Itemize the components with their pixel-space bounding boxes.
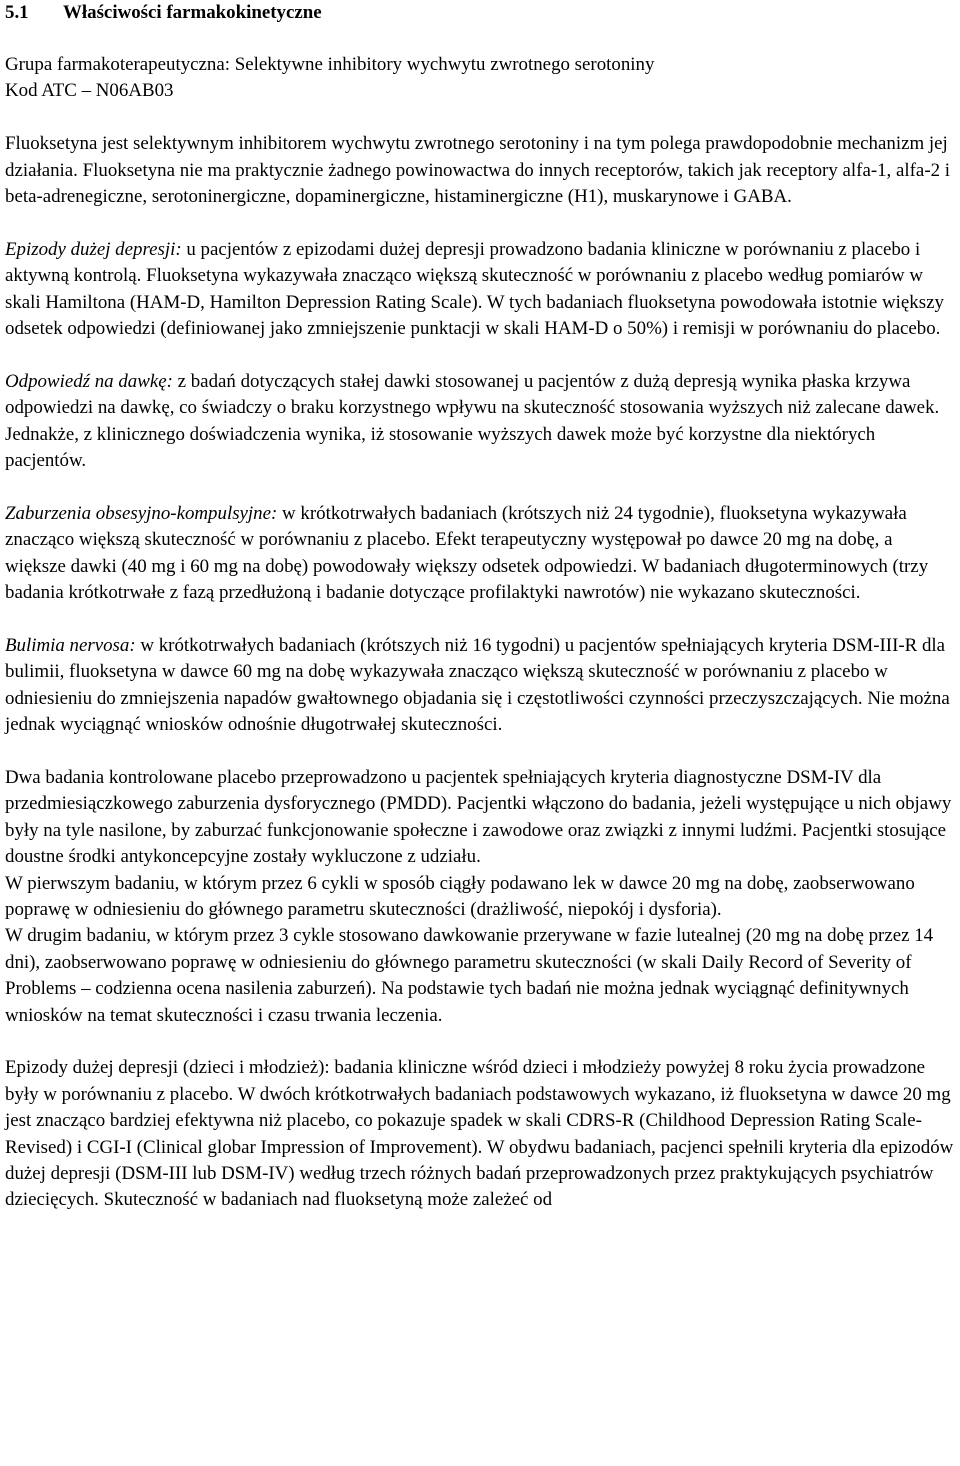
- paragraph-pmdd-first-study: W pierwszym badaniu, w którym przez 6 cykli w sposób ciągły podawano lek w dawce 20 mg na dobę, zaobserwowano poprawę w odniesieniu do głównego parametru skuteczności (drażliwość, niepokój i dysforia).: [5, 872, 915, 920]
- paragraph-bulimia: [5, 633, 954, 739]
- section-title: Właściwości farmakokinetyczne: [63, 2, 322, 23]
- section-heading: [5, 0, 954, 26]
- label-ocd: Zaburzenia obsesyjno-kompulsyjne:: [5, 502, 278, 524]
- section-number: 5.1: [5, 2, 29, 23]
- text-major-depression: u pacjentów z epizodami dużej depresji prowadzono badania kliniczne w porównaniu z placebo i aktywną kontrolą. Fluoksetyna wykazywała znacząco większą skuteczność w porównaniu z placebo według pomiarów w skali Hamiltona (HAM-D, Hamilton Depression Rating Scale). W tych badaniach fluoksetyna powodowała istotnie większy odsetek odpowiedzi (definiowanej jako zmniejszenie punktacji w skali HAM-D o 50%) i remisji w porównaniu do placebo.: [5, 238, 944, 340]
- paragraph-dose-response: [5, 369, 954, 475]
- paragraph-pmdd-second-study: W drugim badaniu, w którym przez 3 cykle stosowano dawkowanie przerywane w fazie lutealnej (20 mg na dobę przez 14 dni), zaobserwowano poprawę w odniesieniu do głównego parametru skuteczności (w skali Daily Record of Severity of Problems – codzienna ocena nasilenia zaburzeń). Na podstawie tych badań nie można jednak wyciągnąć definitywnych wniosków na temat skuteczności i czasu trwania leczenia.: [5, 925, 934, 1026]
- atc-code: Kod ATC – N06AB03: [5, 80, 174, 102]
- label-bulimia: Bulimia nervosa:: [5, 634, 136, 656]
- paragraph-mechanism: Fluoksetyna jest selektywnym inhibitorem wychwytu zwrotnego serotoniny i na tym polega prawdopodobnie mechanizm jej działania. Fluoksetyna nie ma praktycznie żadnego powinowactwa do innych receptorów, takich jak receptory alfa-1, alfa-2 i beta-adrenegiczne, serotoninergiczne, dopaminergiczne, histaminergiczne (H1), muskarynowe i GABA.: [5, 133, 951, 208]
- text-dose-response: z badań dotyczących stałej dawki stosowanej u pacjentów z dużą depresją wynika płaska krzywa odpowiedzi na dawkę, co świadczy o braku korzystnego wpływu na skuteczność stosowania wyższych niż zalecane dawek. Jednakże, z klinicznego doświadczenia wynika, iż stosowanie wyższych dawek może być korzystne dla niektórych pacjentów.: [5, 370, 940, 472]
- text-ocd: w krótkotrwałych badaniach (krótszych niż 24 tygodnie), fluoksetyna wykazywała znacząco większą skuteczność w porównaniu z placebo. Efekt terapeutyczny występował po dawce 20 mg na dobę, a większe dawki (40 mg i 60 mg na dobę) powodowały większy odsetek odpowiedzi. W badaniach długoterminowych (trzy badania krótkotrwałe z fazą przedłużoną i badanie dotyczące profilaktyki nawrotów) nie wykazano skuteczności.: [5, 502, 929, 604]
- paragraph-ocd: [5, 501, 954, 607]
- label-dose-response: Odpowiedź na dawkę:: [5, 370, 173, 392]
- pharmacotherapeutic-group: Grupa farmakoterapeutyczna: Selektywne inhibitory wychwytu zwrotnego serotoniny: [5, 54, 655, 75]
- label-major-depression: Epizody dużej depresji:: [5, 238, 182, 260]
- paragraph-major-depression: [5, 237, 954, 343]
- paragraph-pediatric: Epizody dużej depresji (dzieci i młodzież): badania kliniczne wśród dzieci i młodzieży powyżej 8 roku życia prowadzone były w porównaniu z placebo. W dwóch krótkotrwałych badaniach podstawowych wykazano, iż fluoksetyna w dawce 20 mg jest znacząco bardziej efektywna niż placebo, co pokazuje spadek w skali CDRS-R (Childhood Depression Rating Scale-Revised) i CGI-I (Clinical globar Impression of Improvement). W obydwu badaniach, pacjenci spełnili kryteria dla epizodów dużej depresji (DSM-III lub DSM-IV) według trzech różnych badań przeprowadzonych przez praktykujących psychiatrów dziecięcych. Skuteczność w badaniach nad fluoksetyną może zależeć od: [5, 1057, 954, 1211]
- paragraph-pmdd-intro: Dwa badania kontrolowane placebo przeprowadzono u pacjentek spełniających kryteria diagnostyczne DSM-IV dla przedmiesiączkowego zaburzenia dysforycznego (PMDD). Pacjentki włączono do badania, jeżeli występujące u nich objawy były na tyle nasilone, by zaburzać funkcjonowanie społeczne i zawodowe oraz związki z innymi ludźmi. Pacjentki stosujące doustne środki antykoncepcyjne zostały wykluczone z udziału.: [5, 766, 952, 868]
- text-bulimia: w krótkotrwałych badaniach (krótszych niż 16 tygodni) u pacjentów spełniających kryteria DSM-III-R dla bulimii, fluoksetyna w dawce 60 mg na dobę wykazywała znacząco większą skuteczność w porównaniu z placebo w odniesieniu do zmniejszenia napadów gwałtownego objadania się i częstotliwości czynności przeczyszczających. Nie można jednak wyciągnąć wniosków odnośnie długotrwałej skuteczności.: [5, 634, 950, 736]
